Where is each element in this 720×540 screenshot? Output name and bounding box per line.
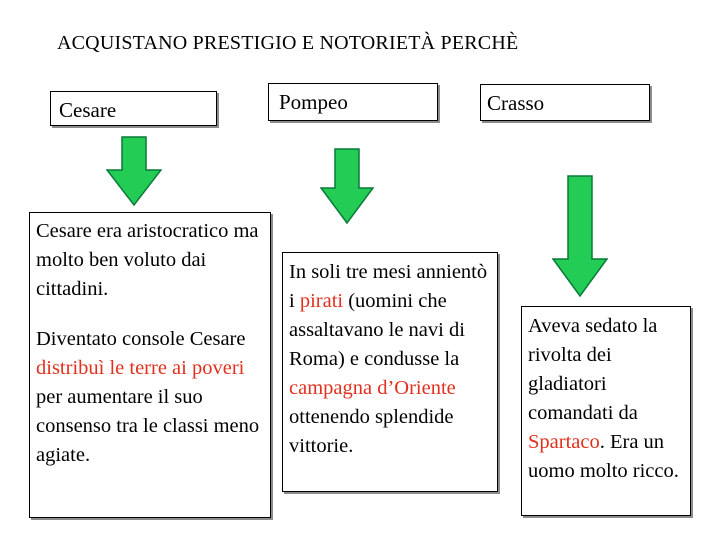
text-segment: Diventato console Cesare: [36, 328, 246, 350]
text-segment: . Era un uomo molto ricco.: [528, 431, 679, 482]
arrow-cesare-shape: [107, 137, 161, 205]
name-label-cesare: Cesare: [59, 98, 117, 122]
description-cesare-p1: [36, 217, 264, 304]
arrow-down-icon: [106, 136, 162, 206]
name-label-pompeo: Pompeo: [279, 90, 348, 114]
text-segment: Aveva sedato la rivolta dei gladiatori comandati da: [528, 315, 658, 424]
text-segment: In soli tre mesi annientò i: [289, 261, 488, 312]
text-segment: ottenendo splendide vittorie.: [289, 406, 454, 457]
description-cesare-p2: [36, 325, 264, 470]
description-box-crasso: [521, 306, 691, 516]
name-label-crasso: Crasso: [487, 91, 545, 115]
text-segment: Cesare era aristocratico ma molto ben voluto dai cittadini.: [36, 220, 259, 300]
arrow-down-icon: [552, 175, 608, 297]
highlighted-text: distribuì le terre ai poveri: [36, 357, 245, 379]
highlighted-text: campagna d’Oriente: [289, 377, 456, 399]
page-title: ACQUISTANO PRESTIGIO E NOTORIETÀ PERCHÈ: [57, 32, 519, 54]
description-box-cesare: [29, 212, 271, 518]
description-box-pompeo: [282, 252, 498, 492]
text-segment: per aumentare il suo consenso tra le classi meno agiate.: [36, 386, 260, 466]
name-box-cesare: [50, 91, 217, 126]
arrow-crasso-shape: [553, 176, 607, 296]
arrow-down-icon: [320, 148, 374, 224]
highlighted-text: pirati: [299, 290, 344, 312]
description-crasso-p1: [528, 312, 684, 486]
name-box-pompeo: [268, 83, 438, 121]
text-segment: (uomini che assaltavano le navi di Roma) e condusse la: [289, 290, 465, 370]
name-box-crasso: [480, 84, 650, 121]
description-pompeo-p1: [289, 258, 491, 461]
highlighted-text: Spartaco: [528, 431, 600, 453]
arrow-pompeo-shape: [321, 149, 373, 223]
